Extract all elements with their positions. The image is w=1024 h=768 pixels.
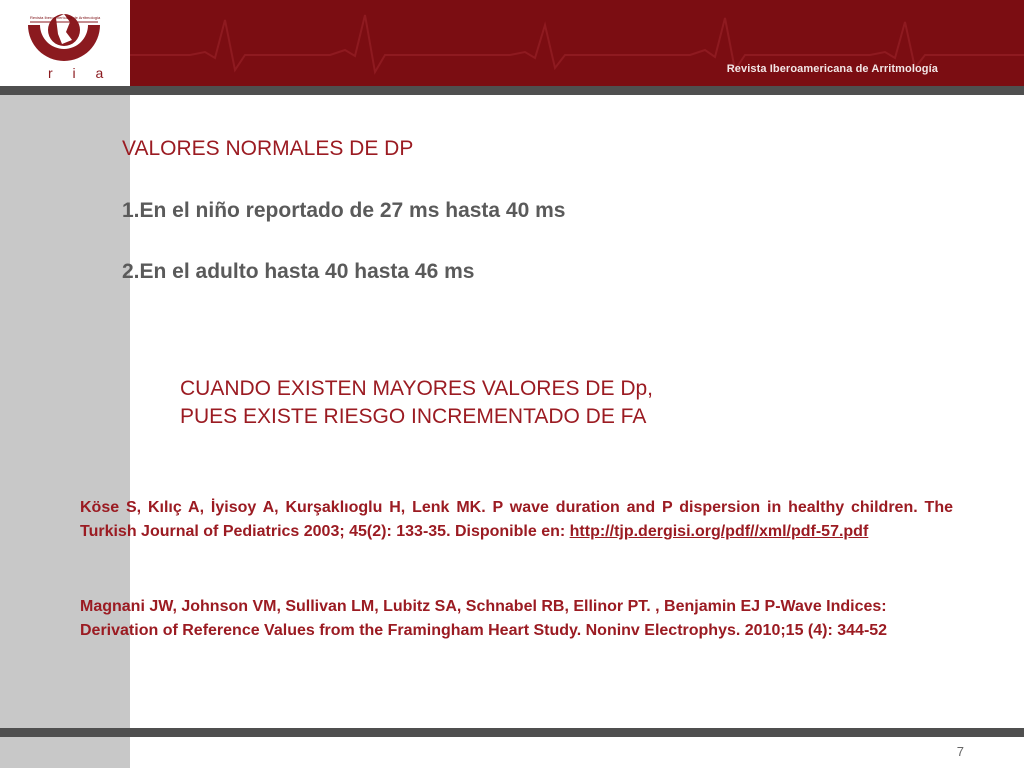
list-item: 2.En el adulto hasta 40 hasta 46 ms — [122, 260, 475, 283]
slide-title: VALORES NORMALES DE DP — [122, 137, 414, 160]
logo-text: r i a — [48, 65, 112, 81]
reference-1 — [80, 496, 953, 544]
warning-statement — [180, 375, 653, 431]
journal-name: Revista Iberoamericana de Arritmología — [726, 63, 938, 75]
reference-text: Köse S, Kılıç A, İyisoy A, Kurşaklıoglu H, Lenk MK. P wave duration and P dispersion in healthy children. The Turkish Journal of Pediatrics 2003; 45(2): 133-35. Disponible en: — [80, 499, 953, 540]
logo-small-text: Revista Iberoamericana de Arritmología — [30, 15, 101, 20]
page-number: 7 — [956, 744, 964, 759]
warning-line: CUANDO EXISTEN MAYORES VALORES DE Dp, — [180, 377, 653, 400]
reference-link[interactable]: http://tjp.dergisi.org/pdf//xml/pdf-57.pdf — [569, 523, 869, 540]
reference-2: Magnani JW, Johnson VM, Sullivan LM, Lubitz SA, Schnabel RB, Ellinor PT. , Benjamin EJ P-Wave Indices: Derivation of Reference Values from the Framingham Heart Study. Noninv Electrophys. 2010;15 (4): 344-52 — [80, 598, 888, 639]
list-item: 1.En el niño reportado de 27 ms hasta 40 ms — [122, 199, 566, 222]
warning-line: PUES EXISTE RIESGO INCREMENTADO DE FA — [180, 405, 647, 428]
